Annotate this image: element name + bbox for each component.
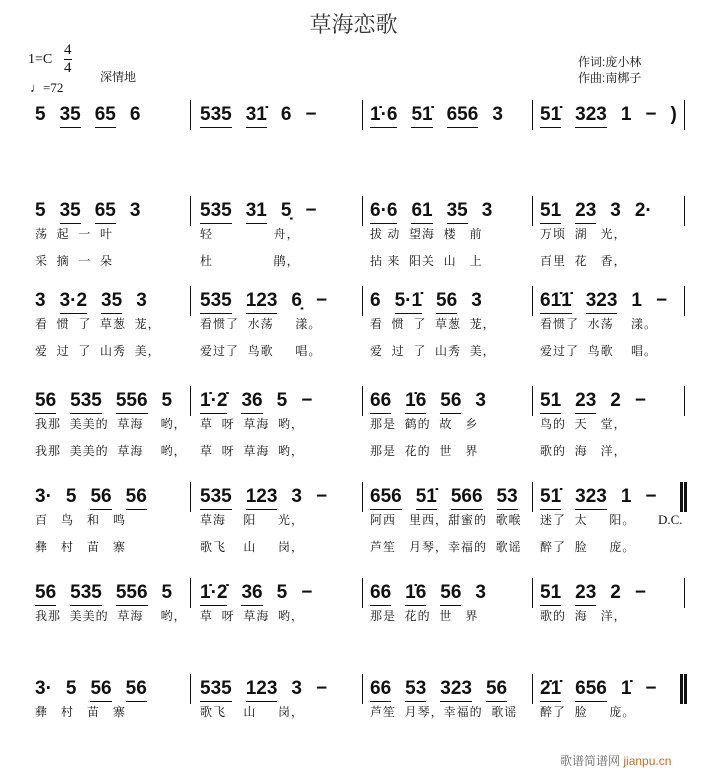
notes-row (370, 582, 500, 608)
note-group: 3 (475, 582, 486, 603)
note-group: 56 (440, 390, 461, 414)
lyric-line: 看惯了 水荡 漾。 (540, 317, 658, 331)
note-group: 51̇ (411, 104, 432, 128)
measure (35, 486, 161, 566)
note-group: 35 (60, 200, 81, 224)
note-group: 123 (246, 678, 278, 702)
note-group: 56 (90, 678, 111, 702)
watermark-site: jianpu.cn (623, 754, 672, 768)
note-group: 1̇6 (405, 390, 426, 414)
note-group: 51 (540, 390, 561, 414)
notes-row (540, 582, 660, 608)
measure (370, 290, 496, 370)
note-group: 535 (70, 390, 102, 414)
note-group: − (645, 104, 657, 125)
key-signature: 1=C (28, 52, 53, 67)
note-group: 656 (447, 104, 479, 128)
lyric-line: 歌飞 山 岗， (200, 540, 305, 554)
barline (532, 196, 533, 226)
note-group: 3·2 (60, 290, 87, 314)
note-group: 1 (620, 486, 632, 507)
barline (532, 100, 533, 130)
lyric-line: 杜 鹃， (200, 254, 300, 268)
notes-row (200, 390, 326, 416)
note-group: 656 (575, 678, 607, 702)
barline (684, 578, 685, 608)
measure (200, 582, 326, 635)
measure (35, 200, 154, 280)
note-group: 51 (540, 582, 561, 606)
note-group: 5 (276, 582, 288, 603)
note-group: 66 (370, 390, 391, 414)
lyric-line: 看 惯 了 草葱 茏， (370, 317, 496, 331)
note-group: 2̇1̇ (540, 678, 561, 702)
note-group: 36 (241, 582, 262, 606)
note-group: 56 (35, 390, 56, 414)
note-group: 3· (35, 486, 52, 507)
barline (190, 674, 191, 704)
note-group: − (315, 678, 328, 699)
time-top: 4 (64, 42, 72, 58)
note-group: 56 (126, 678, 147, 702)
note-group: 66 (370, 582, 391, 606)
notes-row (370, 200, 506, 226)
measure (540, 200, 666, 280)
note-group: − (315, 290, 328, 311)
note-group: 3 (136, 290, 147, 311)
barline (362, 100, 363, 130)
lyric-line: 歌的 海 洋， (540, 609, 627, 623)
measure (200, 390, 326, 470)
note-group: 56 (35, 582, 56, 606)
lyric-line: 彝 村 苗 寨 (35, 705, 127, 719)
notes-row (200, 200, 331, 226)
note-group: 65 (95, 200, 116, 224)
note-group: − (645, 678, 657, 699)
measure (370, 390, 500, 470)
lyric-line: 看惯了 水荡 漾。 (200, 317, 322, 331)
note-group: 6̣ (291, 290, 302, 311)
note-group: 656 (370, 486, 402, 510)
barline (684, 100, 685, 130)
measure (35, 390, 187, 470)
lyric-line: 那是 花的 世 界 (370, 609, 479, 623)
notes-row (370, 290, 496, 316)
measure (35, 678, 161, 731)
notes-row (35, 678, 161, 704)
barline (190, 286, 191, 316)
measure (200, 678, 341, 731)
watermark (560, 752, 671, 769)
note-group: 56 (436, 290, 457, 314)
note-group: 3 (610, 200, 621, 221)
notes-row (200, 290, 341, 316)
lyric-line: 荡 起 一 叶 (35, 227, 114, 241)
note-group: 31 (246, 200, 267, 224)
note-group: 3 (492, 104, 503, 125)
note-group: 323 (440, 678, 472, 702)
notes-row (200, 486, 341, 512)
tempo-value: =72 (43, 80, 64, 95)
song-title: 草海恋歌 (309, 13, 398, 38)
notes-row (540, 104, 691, 130)
note-group: 535 (200, 486, 232, 510)
measure (35, 290, 161, 370)
note-group: 61̇1̇ (540, 290, 572, 314)
note-group: 5̣ (280, 200, 292, 221)
note-group: 36 (241, 390, 262, 414)
note-group: 323 (575, 486, 607, 510)
lyric-line: 草 呀 草海 哟， (200, 417, 305, 431)
notes-row (35, 200, 154, 226)
barline (532, 674, 533, 704)
note-group: − (305, 104, 317, 125)
note-group: 3· (35, 678, 52, 699)
lyric-line: 爱过了 鸟歌 唱。 (540, 344, 658, 358)
barline (684, 386, 685, 416)
barline (362, 386, 363, 416)
barline (362, 196, 363, 226)
note-group: 123 (246, 486, 278, 510)
note-group: 6 (370, 290, 381, 311)
note-group: 1̇·2̇ (200, 582, 227, 606)
lyric-line: 我那 美美的 草海 哟， (35, 609, 187, 623)
measure (200, 290, 341, 370)
notes-row (35, 582, 187, 608)
notes-row (35, 290, 161, 316)
note-group: 51̇ (540, 486, 561, 510)
note-group: 56 (126, 486, 147, 510)
lyricist: 作词:庞小林 (578, 55, 642, 69)
lyric-line: 醉了 脸 庞。 (540, 540, 636, 554)
notes-row (370, 104, 517, 130)
barline (362, 578, 363, 608)
note-group: ) (670, 104, 677, 125)
notes-row (540, 486, 671, 512)
notes-row (35, 486, 161, 512)
note-group: 556 (116, 390, 148, 414)
measure (370, 582, 500, 635)
note-group: 56 (90, 486, 111, 510)
measure (200, 104, 331, 130)
note-group: 5 (161, 582, 173, 603)
measure (370, 200, 506, 280)
quarter-note-icon: ♩ (30, 80, 43, 95)
lyric-line: 拈 来 阳关 山 上 (370, 254, 483, 268)
note-group: 51̇ (540, 104, 561, 128)
note-group: 35 (101, 290, 122, 314)
note-group: 5 (35, 104, 46, 125)
note-group: − (301, 390, 313, 411)
notes-row (540, 200, 666, 226)
note-group: − (305, 200, 317, 221)
notes-row (540, 290, 681, 316)
composer: 作曲:南梆子 (578, 71, 642, 85)
note-group: 6 (280, 104, 292, 125)
measure (540, 290, 681, 370)
lyric-line: 我那 美美的 草海 哟， (35, 444, 187, 458)
time-bottom: 4 (64, 60, 72, 76)
note-group: 1̇6 (405, 582, 426, 606)
note-group: 3 (471, 290, 482, 311)
note-group: − (315, 486, 328, 507)
note-group: 61 (411, 200, 432, 224)
barline (190, 386, 191, 416)
note-group: 23 (575, 390, 596, 414)
barline (532, 286, 533, 316)
note-group: 1̇·2̇ (200, 390, 227, 414)
barline (190, 100, 191, 130)
measure (370, 104, 517, 130)
note-group: 2· (634, 200, 652, 221)
note-group: 1̇ (620, 678, 632, 699)
note-group: 535 (200, 678, 232, 702)
note-group: 5·1̇ (395, 290, 422, 314)
lyric-line: 草 呀 草海 哟， (200, 609, 305, 623)
lyric-line: 鸟的 天 堂， (540, 417, 627, 431)
lyric-line: 轻 舟， (200, 227, 300, 241)
lyric-line: 芦笙 月琴，幸福的 歌谣 (370, 540, 522, 554)
note-group: − (655, 290, 668, 311)
barline (684, 674, 687, 704)
note-group: 56 (486, 678, 507, 702)
note-group: 5 (65, 486, 77, 507)
barline (532, 578, 533, 608)
lyric-line: 歌的 海 洋， (540, 444, 627, 458)
lyric-line: 拔 动 望海 楼 前 (370, 227, 483, 241)
lyric-line: 歌飞 山 岗， (200, 705, 305, 719)
note-group: 31̇ (246, 104, 267, 128)
measure (35, 582, 187, 635)
notes-row (370, 390, 500, 416)
notes-row (370, 486, 532, 512)
note-group: 1̇·6 (370, 104, 397, 128)
note-group: 51̇ (416, 486, 437, 510)
note-group: 123 (246, 290, 278, 314)
measure (200, 200, 331, 280)
note-group: 535 (200, 104, 232, 128)
note-group: 5 (161, 390, 173, 411)
da-capo-marking: D.C. (658, 512, 683, 527)
note-group: 3 (35, 290, 46, 311)
note-group: 5 (35, 200, 46, 221)
measure (370, 486, 532, 566)
note-group: 23 (575, 582, 596, 606)
note-group: 535 (200, 290, 232, 314)
note-group: 56 (440, 582, 461, 606)
barline (362, 674, 363, 704)
barline (190, 196, 191, 226)
lyric-line: 草 呀 草海 哟， (200, 444, 305, 458)
note-group: 556 (116, 582, 148, 606)
note-group: 53 (405, 678, 426, 702)
note-group: 53 (497, 486, 518, 510)
note-group: 35 (60, 104, 81, 128)
notes-row (370, 678, 521, 704)
note-group: 5 (65, 678, 77, 699)
note-group: 35 (447, 200, 468, 224)
note-group: 535 (200, 200, 232, 224)
note-group: 5 (276, 390, 288, 411)
lyric-line: 百 鸟 和 鸣 (35, 513, 127, 527)
note-group: 23 (575, 200, 596, 224)
notes-row (540, 390, 660, 416)
barline (362, 286, 363, 316)
lyric-line: 爱过了 鸟歌 唱。 (200, 344, 322, 358)
barline (684, 196, 685, 226)
lyric-line: 我那 美美的 草海 哟， (35, 417, 187, 431)
credits (578, 54, 641, 86)
barline (684, 286, 685, 316)
measure (540, 486, 671, 566)
measure (540, 390, 660, 470)
expression-marking: 深情地 (100, 70, 137, 84)
barline (190, 578, 191, 608)
note-group: 2 (610, 582, 621, 603)
time-signature (64, 42, 72, 77)
lyric-line: 醉了 脸 庞。 (540, 705, 636, 719)
note-group: 51 (540, 200, 561, 224)
measure (35, 104, 154, 130)
barline (362, 482, 363, 512)
lyric-line: 那是 花的 世 界 (370, 444, 479, 458)
note-group: 6·6 (370, 200, 397, 224)
barline (684, 482, 687, 512)
lyric-line: 迷了 太 阳。 (540, 513, 636, 527)
note-group: 66 (370, 678, 391, 702)
note-group: − (634, 582, 646, 603)
note-group: 1 (620, 104, 632, 125)
note-group: 6 (129, 104, 141, 125)
lyric-line: 爱 过 了 山秀 美， (35, 344, 161, 358)
note-group: 566 (451, 486, 483, 510)
measure (370, 678, 521, 731)
barline (190, 482, 191, 512)
lyric-line: 彝 村 苗 寨 (35, 540, 127, 554)
note-group: 1 (631, 290, 642, 311)
notes-row (35, 390, 187, 416)
note-group: 3 (475, 390, 486, 411)
lyric-line: 那是 鹤的 故 乡 (370, 417, 479, 431)
barline (532, 386, 533, 416)
lyric-line: 芦笙 月琴，幸福的 歌谣 (370, 705, 518, 719)
notes-row (200, 104, 331, 130)
tempo-marking (30, 80, 63, 96)
watermark-cn: 歌谱简谱网 (560, 754, 621, 768)
note-group: 2 (610, 390, 621, 411)
lyric-line: 爱 过 了 山秀 美， (370, 344, 496, 358)
note-group: 65 (95, 104, 116, 128)
lyric-line: 百里 花 香， (540, 254, 627, 268)
note-group: 323 (586, 290, 618, 314)
lyric-line: 草海 阳 光， (200, 513, 305, 527)
notes-row (35, 104, 154, 130)
measure (200, 486, 341, 566)
note-group: − (634, 390, 646, 411)
lyric-line: 采 摘 一 朵 (35, 254, 114, 268)
measure (540, 104, 691, 130)
lyric-line: 看 惯 了 草葱 茏， (35, 317, 161, 331)
note-group: 3 (291, 486, 302, 507)
note-group: 3 (291, 678, 302, 699)
measure (540, 678, 671, 731)
note-group: − (301, 582, 313, 603)
note-group: 3 (129, 200, 141, 221)
note-group: 3 (481, 200, 493, 221)
note-group: − (645, 486, 657, 507)
notes-row (200, 582, 326, 608)
notes-row (200, 678, 341, 704)
lyric-line: 万顷 湖 光， (540, 227, 627, 241)
measure (540, 582, 660, 635)
lyric-line: 阿西 里西，甜蜜的 歌喉 (370, 513, 522, 527)
note-group: 323 (575, 104, 607, 128)
notes-row (540, 678, 671, 704)
note-group: 535 (70, 582, 102, 606)
barline (532, 482, 533, 512)
